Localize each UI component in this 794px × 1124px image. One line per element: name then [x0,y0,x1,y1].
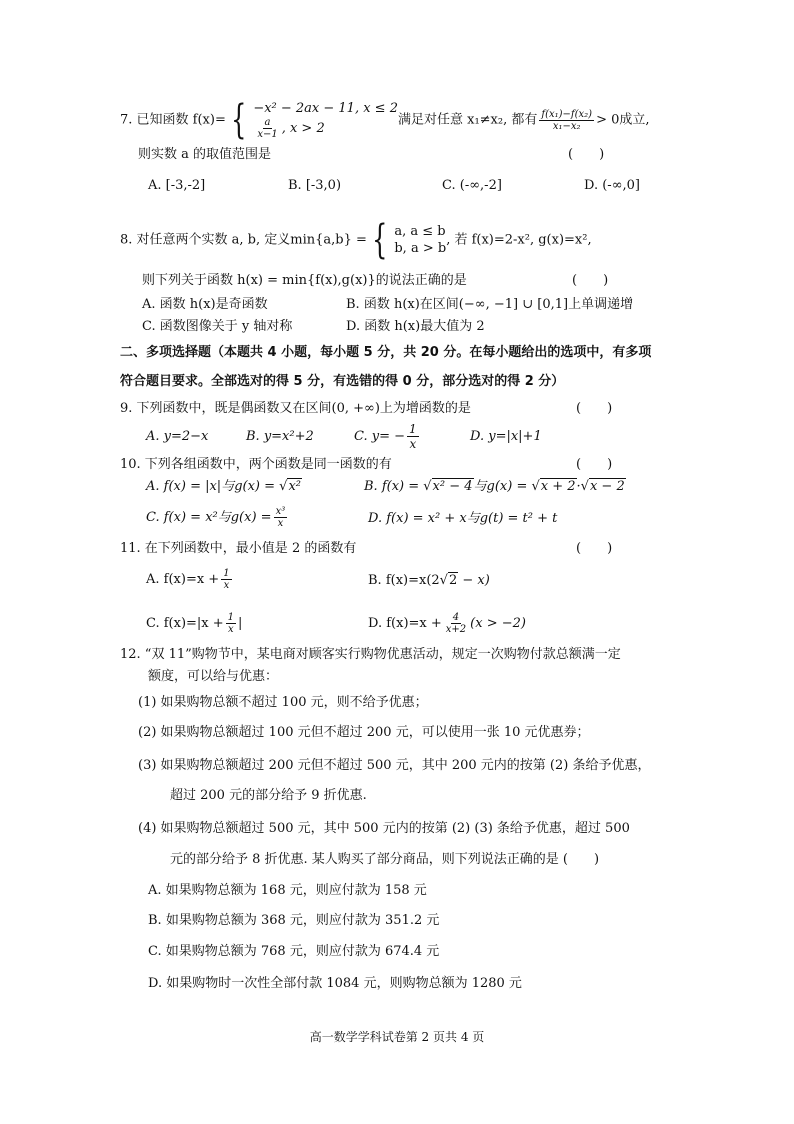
q10-option-b-radicand1: x² − 4 [432,479,473,494]
left-brace-icon: { [371,217,388,263]
q7-case2-num: a [264,117,271,128]
q10-option-b-mid: 与g(x) = √ [473,479,540,494]
q11-option-d [368,612,526,635]
q8-answer-paren: ( ) [572,273,609,288]
q12-rule-4a: (4) 如果购物总额超过 500 元，其中 500 元内的按第 (2) (3) 条给予优惠，超过 500 [138,821,630,836]
q11-option-c [146,612,242,635]
q11-option-d-num: 4 [452,612,460,623]
q11-option-a-num: 1 [223,568,230,579]
q10-stem: 10. 下列各组函数中，两个函数是同一函数的有 [120,457,392,472]
q9-option-c [354,422,421,451]
section2-heading-line2: 符合题目要求。全部选对的得 5 分，有选错的得 0 分，部分选对的得 2 分） [120,374,565,389]
q11-option-a-prefix: A. f(x)=x + [146,572,220,587]
q11-option-b [368,572,490,590]
q11-option-c-tail: | [238,616,243,631]
q10-option-c-num: x³ [275,506,286,517]
q8-option-d: D. 函数 h(x)最大值为 2 [346,319,485,334]
q9-option-d: D. y=|x|+1 [470,429,542,444]
q12-option-d: D. 如果购物时一次性全部付款 1084 元，则购物总额为 1280 元 [148,976,522,991]
q12-rule-3b: 超过 200 元的部分给予 9 折优惠. [170,788,367,803]
q11-option-b-radicand: 2 [448,573,458,588]
q8-tail: , 若 f(x)=2-x², g(x)=x², [446,232,592,248]
q7-option-a: A. [-3,-2] [148,178,206,193]
q12-option-b: B. 如果购物总额为 368 元，则应付款为 351.2 元 [148,913,440,928]
q10-option-b-radicand2: x + 2 [540,479,576,494]
q12-rule-2: (2) 如果购物总额超过 100 元但不超过 200 元，可以使用一张 10 元优惠券； [138,725,590,740]
q9-option-c-prefix: C. y= − [354,429,406,444]
q8-case1: a, a ≤ b [394,224,446,239]
q9-option-a: A. y=2−x [146,429,209,444]
q7-answer-paren: ( ) [568,147,605,162]
q8-prefix: 8. 对任意两个实数 a, b, 定义min{a,b} = [120,232,367,248]
q12-option-c: C. 如果购物总额为 768 元，则应付款为 674.4 元 [148,944,440,959]
q11-option-d-tail: (x > −2) [470,616,526,631]
q7-option-c: C. (-∞,-2] [442,178,502,193]
q11-option-a-den: x [223,580,230,591]
q11-option-a [146,568,234,591]
q10-option-b [364,478,626,496]
q12-stem-line1: 12. “双 11”购物节中，某电商对顾客实行购物优惠活动，规定一次购物付款总额满一定 [120,647,621,662]
q11-option-d-prefix: D. f(x)=x + [368,616,442,631]
section2-heading-line1: 二、多项选择题（本题共 4 小题，每小题 5 分，共 20 分。在每小题给出的选项中，有多项 [120,345,652,360]
q9-stem: 9. 下列函数中，既是偶函数又在区间(0, +∞)上为增函数的是 [120,401,471,416]
q8-option-c: C. 函数图像关于 y 轴对称 [142,319,293,334]
q12-rule-4b: 元的部分给予 8 折优惠. 某人购买了部分商品，则下列说法正确的是 ( ) [170,852,600,867]
q10-option-c-prefix: C. f(x) = x²与g(x) = [146,510,272,525]
q10-option-d: D. f(x) = x² + x与g(t) = t² + t [368,511,558,526]
q12-rule-3a: (3) 如果购物总额超过 200 元但不超过 500 元，其中 200 元内的按第 (2) 条给予优惠， [138,758,651,773]
q7-cond-mid: 满足对任意 x₁≠x₂, 都有 [397,112,538,128]
q10-option-a-radicand: x² [288,479,301,494]
q10-option-b-mid2: ·√ [576,479,589,494]
q7-option-d: D. (-∞,0] [584,178,640,193]
q10-answer-paren: ( ) [576,457,613,472]
q10-option-a-prefix: A. f(x) = |x|与g(x) = √ [146,479,288,494]
q8-line2: 则下列关于函数 h(x) = min{f(x),g(x)}的说法正确的是 [142,273,467,288]
q11-stem: 11. 在下列函数中，最小值是 2 的函数有 [120,541,357,556]
q7-piecewise [226,97,398,143]
q7-frac-num: f(x₁)−f(x₂) [541,108,593,120]
q11-option-b-prefix: B. f(x)=x(2√ [368,573,448,588]
q10-option-b-radicand3: x − 2 [589,479,625,494]
q7-option-b: B. [-3,0) [288,178,342,193]
q9-option-c-num: 1 [409,422,417,436]
q8-option-a: A. 函数 h(x)是奇函数 [142,297,268,312]
q9-option-c-den: x [409,437,417,451]
q10-option-c-den: x [277,518,284,529]
q7-prefix: 7. 已知函数 f(x)= [120,112,226,128]
q11-option-b-tail: − x) [458,573,490,588]
q7-case1: −x² − 2ax − 11, x ≤ 2 [253,101,398,116]
left-brace-icon: { [230,97,247,143]
q7-cond-tail: > 0成立, [596,112,650,128]
q11-option-c-den: x [228,624,234,635]
q11-answer-paren: ( ) [576,541,613,556]
q11-option-c-num: 1 [227,612,235,623]
q10-option-a [146,478,302,496]
q7-frac-den: x₁−x₂ [552,120,581,132]
q8-option-b: B. 函数 h(x)在区间(−∞, −1] ∪ [0,1]上单调递增 [346,297,634,312]
q9-option-b: B. y=x²+2 [246,429,314,444]
q7-line2: 则实数 a 的取值范围是 [138,147,272,162]
q7-case2-tail: , x > 2 [281,121,325,136]
page-footer: 高一数学学科试卷第 2 页共 4 页 [309,1030,485,1044]
q12-rule-1: (1) 如果购物总额不超过 100 元，则不给予优惠； [138,695,428,710]
q10-option-b-prefix: B. f(x) = √ [364,479,432,494]
q12-option-a: A. 如果购物总额为 168 元，则应付款为 158 元 [148,883,427,898]
q8-stem [120,217,592,263]
q7-case2-den: x−1 [257,129,278,140]
q12-stem-line2: 额度，可以给与优惠： [148,669,279,684]
q9-answer-paren: ( ) [576,401,613,416]
q11-option-c-prefix: C. f(x)=|x + [146,616,224,631]
q7-stem [120,97,650,143]
q8-piecewise [367,217,447,263]
q8-case2: b, a > b [394,241,447,256]
q11-option-d-den: x+2 [445,624,467,635]
q10-option-c [146,506,289,529]
